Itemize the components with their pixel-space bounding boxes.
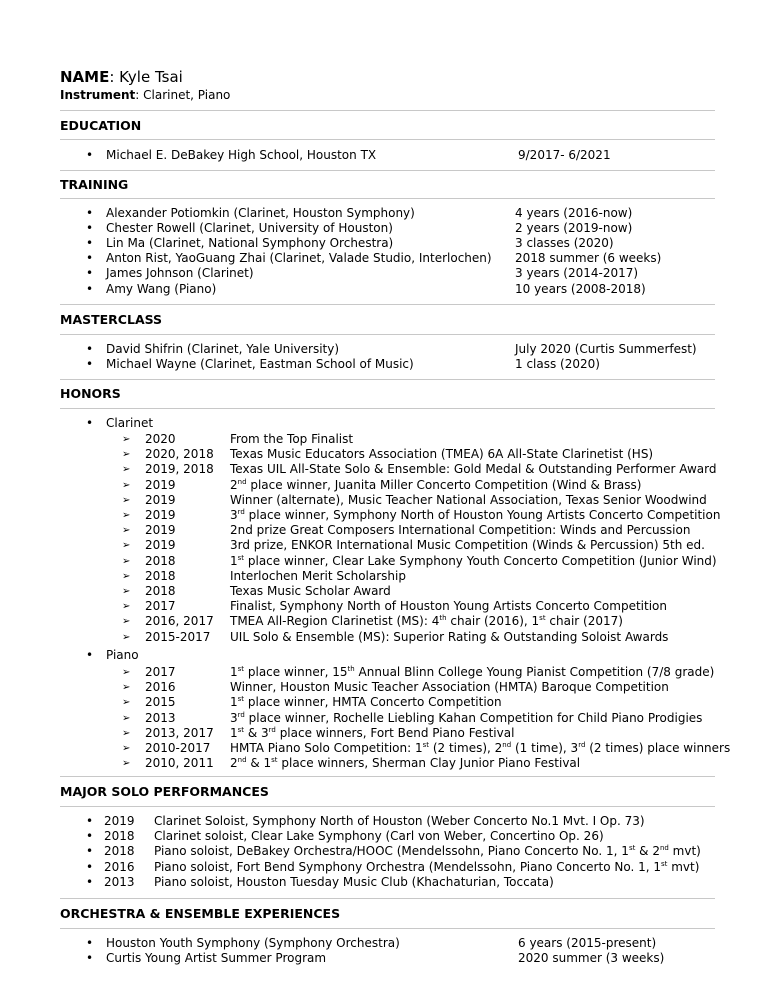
text-run: Annual Blinn College Young Pianist Competition (7/8 grade) [354,665,715,679]
solo-text [154,844,701,859]
arrow-bullet-icon: ➢ [122,682,131,694]
ordinal-suffix: th [439,614,447,623]
honor-text [230,695,502,710]
name-value: : Kyle Tsai [109,68,183,86]
ordinal-suffix: nd [237,756,247,765]
honor-item [0,554,768,569]
honor-year: 2019 [145,477,176,492]
bullet-icon: • [86,206,94,220]
section-divider [60,139,715,140]
honor-text [230,741,730,756]
item-text: Curtis Young Artist Summer Program [106,951,327,965]
text-run: 2nd prize Great Composers International Competition: Winds and Percussion [230,523,691,538]
bullet-icon: • [86,236,94,250]
honor-item [0,756,768,771]
honor-year: 2019, 2018 [145,462,214,477]
text-run: mvt) [667,859,700,874]
solo-item [0,860,768,875]
text-run: Clarinet Soloist, Symphony North of Houston (Weber Concerto No.1 Mvt. I Op. 73) [154,814,645,828]
honor-item [0,493,768,508]
honor-item [0,695,768,710]
text-run: Interlochen Merit Scholarship [230,568,406,583]
honor-item [0,432,768,447]
solo-text [154,829,604,844]
item-date: 4 years (2016-now) [515,206,633,220]
item-date: 2018 summer (6 weeks) [515,251,662,265]
honor-text [230,432,353,447]
honor-year: 2016 [145,680,176,695]
arrow-bullet-icon: ➢ [122,586,131,597]
bullet-icon: • [86,148,94,162]
honor-item [0,680,768,695]
arrow-bullet-icon: ➢ [122,525,131,537]
item-text: David Shifrin (Clarinet, Yale University) [106,342,340,356]
arrow-bullet-icon: ➢ [122,570,131,582]
text-run: & 2 [635,844,660,859]
solo-item [0,844,768,859]
text-run: place winner, Juanita Miller Concerto Competition (Wind & Brass) [246,477,642,492]
text-run: Finalist, Symphony North of Houston Young Artists Concerto Competition [230,599,667,614]
honor-text [230,447,653,462]
text-run: place winner, Symphony North of Houston Young Artists Concerto Competition [244,508,721,522]
orchestra-item [0,951,768,966]
honor-item [0,630,768,645]
solo-item [0,875,768,890]
honor-item [0,726,768,741]
solo-year: 2018 [104,829,135,844]
section-title: EDUCATION [60,118,142,133]
item-date: 9/2017- 6/2021 [518,148,611,162]
item-date: 1 class (2020) [515,357,600,371]
bullet-icon: • [86,357,94,371]
honor-text [230,680,669,695]
training-item [0,282,768,297]
text-run: Piano soloist, DeBakey Orchestra/HOOC (Mendelssohn, Piano Concerto No. 1, 1 [154,844,629,859]
section-divider [60,408,715,409]
honor-text [230,630,668,645]
section-title: MAJOR SOLO PERFORMANCES [60,784,269,799]
text-run: & 3 [244,725,269,740]
text-run: place winner, HMTA Concerto Competition [244,695,502,710]
bullet-icon: • [86,251,94,265]
item-date: 3 classes (2020) [515,236,614,250]
ordinal-suffix: th [347,665,355,673]
text-run: From the Top Finalist [230,432,354,446]
section-divider [60,304,715,305]
honor-text [230,493,707,508]
bullet-icon: • [86,874,94,889]
honor-item [0,599,768,614]
item-text: Lin Ma (Clarinet, National Symphony Orchestra) [106,236,394,250]
item-date: 10 years (2008-2018) [515,282,646,296]
arrow-bullet-icon: ➢ [122,479,131,491]
text-run: Piano soloist, Houston Tuesday Music Club (Khachaturian, Toccata) [154,874,554,889]
ordinal-suffix: st [237,665,245,673]
text-run: TMEA All-Region Clarinetist (MS): 4 [230,614,440,629]
bullet-icon: • [86,936,94,950]
ordinal-suffix: st [237,725,245,734]
honor-text [230,554,717,569]
solo-text [154,814,645,829]
honor-text [230,711,702,726]
honor-item [0,523,768,538]
honor-year: 2015-2017 [145,629,211,644]
ordinal-suffix: rd [237,508,245,516]
section-divider [60,198,715,199]
name-label: NAME [60,68,110,86]
text-run: 2 [230,477,238,492]
group-label: Piano [106,648,139,662]
ordinal-suffix: st [237,553,245,562]
arrow-bullet-icon: ➢ [122,631,131,643]
honor-year: 2020, 2018 [145,447,214,462]
bullet-icon: • [86,829,94,844]
solo-item [0,829,768,844]
text-run: chair (2016), 1 [446,614,540,629]
section-title: HONORS [60,386,121,401]
honor-text [230,584,391,599]
text-run: Texas UIL All-State Solo & Ensemble: Gold Medal & Outstanding Performer Award [230,462,717,477]
orchestra-item [0,936,768,951]
item-text: Houston Youth Symphony (Symphony Orchestra) [106,936,400,950]
text-run: place winner, Clear Lake Symphony Youth Concerto Competition (Junior Wind) [244,553,717,568]
arrow-bullet-icon: ➢ [122,464,131,476]
bullet-icon: • [86,221,94,235]
section-divider [60,110,715,111]
arrow-bullet-icon: ➢ [122,540,131,552]
ordinal-suffix: st [628,844,636,853]
ordinal-suffix: nd [659,844,669,853]
ordinal-suffix: st [661,859,668,868]
text-run: Texas Music Scholar Award [230,584,391,598]
section-divider [60,898,715,899]
honor-year: 2018 [145,568,176,583]
masterclass-item [0,342,768,357]
text-run: place winners, Sherman Clay Junior Piano Festival [277,756,581,771]
honor-year: 2015 [145,695,176,710]
text-run: 3 [230,508,238,522]
honor-item [0,508,768,523]
text-run: Winner (alternate), Music Teacher National Association, Texas Senior Woodwind [230,492,707,507]
honor-year: 2016, 2017 [145,614,214,629]
training-item [0,236,768,251]
text-run: & 1 [246,756,272,771]
honor-year: 2013 [145,710,176,725]
item-date: 2 years (2019-now) [515,221,633,235]
honor-text [230,462,716,477]
section-divider [60,776,715,777]
name-line [60,68,183,86]
arrow-bullet-icon: ➢ [122,667,131,678]
arrow-bullet-icon: ➢ [122,510,131,521]
training-item [0,266,768,281]
instrument-label: Instrument [60,88,136,102]
arrow-bullet-icon: ➢ [122,616,131,628]
honor-item [0,538,768,553]
honor-year: 2019 [145,538,176,553]
item-text: Chester Rowell (Clarinet, University of Houston) [106,221,393,235]
honor-year: 2020 [145,432,176,446]
arrow-bullet-icon: ➢ [122,712,131,724]
text-run: place winner, Rochelle Liebling Kahan Competition for Child Piano Prodigies [244,710,703,725]
honor-item [0,614,768,629]
arrow-bullet-icon: ➢ [122,449,131,461]
honor-text [230,599,667,614]
item-text: James Johnson (Clarinet) [106,266,254,280]
honor-year: 2018 [145,584,176,598]
training-item [0,206,768,221]
honor-text [230,665,714,680]
education-item [0,148,768,163]
text-run: UIL Solo & Ensemble (MS): Superior Rating & Outstanding Soloist Awards [230,629,669,644]
text-run: (2 times), 2 [429,741,503,755]
text-run: chair (2017) [545,614,623,629]
honor-text [230,478,641,493]
text-run: 1 [230,553,238,568]
solo-item [0,814,768,829]
text-run: (2 times) place winners [585,741,731,755]
honor-text [230,614,623,629]
text-run: (1 time), 3 [511,741,579,755]
bullet-icon: • [86,859,94,874]
honor-item [0,711,768,726]
solo-year: 2016 [104,859,135,874]
arrow-bullet-icon: ➢ [122,494,131,506]
ordinal-suffix: st [271,756,278,765]
bullet-icon: • [86,342,94,356]
honor-item [0,584,768,599]
ordinal-suffix: st [237,695,245,704]
instrument-line [60,88,230,102]
text-run: 1 [230,725,238,740]
text-run: Winner, Houston Music Teacher Association (HMTA) Baroque Competition [230,680,669,695]
ordinal-suffix: rd [578,741,586,749]
arrow-bullet-icon: ➢ [122,601,131,613]
masterclass-item [0,357,768,372]
bullet-icon: • [86,266,94,280]
honor-text [230,569,406,584]
arrow-bullet-icon: ➢ [122,555,131,567]
arrow-bullet-icon: ➢ [122,434,131,445]
section-title: TRAINING [60,177,129,192]
honor-year: 2019 [145,508,176,522]
honor-year: 2010, 2011 [145,756,214,771]
text-run: 1 [230,695,238,710]
ordinal-suffix: rd [268,725,276,734]
instrument-value: : Clarinet, Piano [135,88,231,102]
section-divider [60,334,715,335]
section-divider [60,170,715,171]
group-label: Clarinet [106,416,154,430]
text-run: Texas Music Educators Association (TMEA) 6A All-State Clarinetist (HS) [230,447,654,462]
solo-year: 2019 [104,814,135,828]
training-item [0,221,768,236]
text-run: Clarinet soloist, Clear Lake Symphony (Carl von Weber, Concertino Op. 26) [154,829,604,844]
honor-text [230,508,720,523]
honor-item [0,665,768,680]
item-text: Amy Wang (Piano) [106,282,217,296]
section-divider [60,928,715,929]
item-text: Michael E. DeBakey High School, Houston TX [106,148,377,162]
honor-item [0,462,768,477]
arrow-bullet-icon: ➢ [122,727,131,739]
section-title: MASTERCLASS [60,312,163,327]
arrow-bullet-icon: ➢ [122,758,131,770]
item-date: 3 years (2014-2017) [515,266,639,280]
item-text: Anton Rist, YaoGuang Zhai (Clarinet, Valade Studio, Interlochen) [106,251,492,265]
solo-text [154,860,699,875]
solo-year: 2018 [104,844,135,859]
solo-year: 2013 [104,874,135,889]
honor-year: 2010-2017 [145,741,211,755]
text-run: 3 [230,710,238,725]
arrow-bullet-icon: ➢ [122,697,131,709]
ordinal-suffix: nd [502,741,512,749]
honor-item [0,741,768,756]
item-date: 6 years (2015-present) [518,936,657,950]
honor-year: 2018 [145,553,176,568]
text-run: Piano soloist, Fort Bend Symphony Orchestra (Mendelssohn, Piano Concerto No. 1, 1 [154,859,661,874]
ordinal-suffix: rd [237,710,245,719]
solo-text [154,875,554,890]
bullet-icon: • [86,951,94,965]
text-run: 1 [230,665,238,679]
honors-piano-label [0,648,768,663]
honor-year: 2019 [145,523,176,538]
training-item [0,251,768,266]
text-run: place winners, Fort Bend Piano Festival [275,725,515,740]
honor-year: 2017 [145,599,176,614]
item-text: Alexander Potiomkin (Clarinet, Houston Symphony) [106,206,415,220]
item-date: 2020 summer (3 weeks) [518,951,665,965]
honor-item [0,569,768,584]
item-text: Michael Wayne (Clarinet, Eastman School of Music) [106,357,414,371]
bullet-icon: • [86,416,94,430]
section-title: ORCHESTRA & ENSEMBLE EXPERIENCES [60,906,341,921]
bullet-icon: • [86,814,94,828]
honor-text [230,523,690,538]
text-run: 3rd prize, ENKOR International Music Competition (Winds & Percussion) 5th ed. [230,538,705,553]
honor-item [0,478,768,493]
text-run: 2 [230,756,238,771]
honor-year: 2013, 2017 [145,725,214,740]
honor-year: 2017 [145,665,176,679]
bullet-icon: • [86,844,94,859]
bullet-icon: • [86,282,94,296]
honor-text [230,756,580,771]
honor-item [0,447,768,462]
text-run: place winner, 15 [244,665,348,679]
arrow-bullet-icon: ➢ [122,743,131,754]
ordinal-suffix: st [422,741,430,749]
item-date: July 2020 (Curtis Summerfest) [515,342,697,356]
text-run: HMTA Piano Solo Competition: 1 [230,741,423,755]
bullet-icon: • [86,648,94,662]
honor-text [230,726,514,741]
section-divider [60,806,715,807]
honor-year: 2019 [145,492,176,507]
honor-text [230,538,705,553]
text-run: mvt) [668,844,701,859]
section-divider [60,379,715,380]
honors-clarinet-label [0,416,768,431]
ordinal-suffix: nd [237,477,247,486]
ordinal-suffix: st [539,614,546,623]
